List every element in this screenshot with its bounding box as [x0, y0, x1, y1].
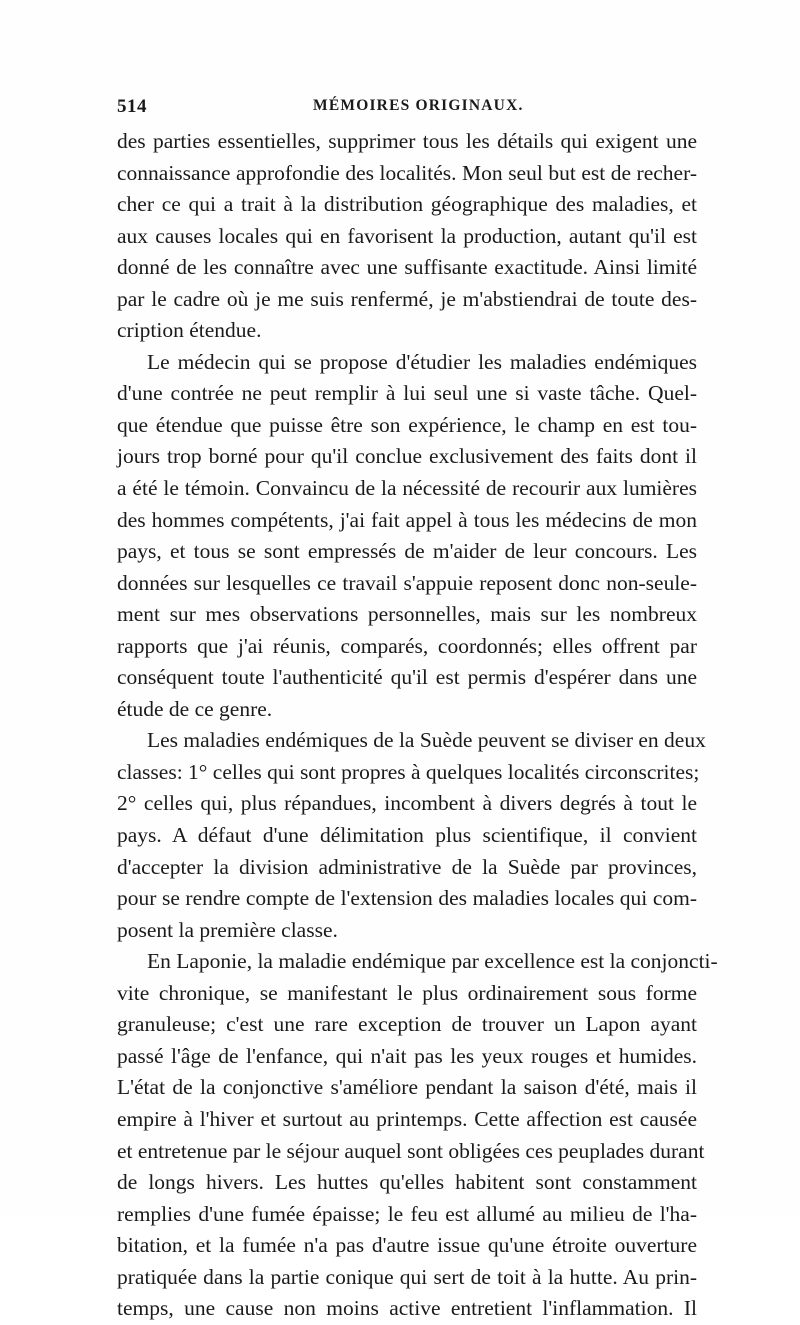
- text-line: granuleuse; c'est une rare exception de trouver un Lapon ayant: [117, 1012, 697, 1037]
- text-line: donné de les connaître avec une suffisante exactitude. Ainsi limité: [117, 255, 697, 280]
- text-line: données sur lesquelles ce travail s'appuie reposent donc non-seule-: [117, 570, 697, 595]
- text-line: a été le témoin. Convaincu de la nécessité de recourir aux lumières: [117, 476, 697, 501]
- text-line: 2° celles qui, plus répandues, incombent à divers degrés à tout le: [117, 791, 697, 816]
- paragraph: [117, 126, 697, 347]
- text-line: posent la première classe.: [117, 917, 338, 942]
- paragraph: [117, 946, 718, 1325]
- text-line: que étendue que puisse être son expérience, le champ en est tou-: [117, 412, 697, 437]
- text-line: temps, une cause non moins active entretient l'inflammation. Il: [117, 1296, 697, 1321]
- text-line: ment sur mes observations personnelles, mais sur les nombreux: [117, 602, 697, 627]
- text-line: pays, et tous se sont empressés de m'aider de leur concours. Les: [117, 539, 697, 564]
- text-line: des parties essentielles, supprimer tous les détails qui exigent une: [117, 129, 697, 153]
- paragraph: [117, 347, 697, 726]
- text-line: cription étendue.: [117, 318, 262, 343]
- text-line: conséquent toute l'authenticité qu'il est permis d'espérer dans une: [117, 665, 697, 690]
- text-line: pratiquée dans la partie conique qui sert de toit à la hutte. Au prin-: [117, 1264, 697, 1289]
- page-header: [117, 96, 697, 122]
- text-line: En Laponie, la maladie endémique par excellence est la conjoncti-: [147, 949, 718, 974]
- text-line: vite chronique, se manifestant le plus ordinairement sous forme: [117, 980, 697, 1005]
- text-line: d'accepter la division administrative de la Suède par provinces,: [117, 854, 697, 879]
- text-line: Le médecin qui se propose d'étudier les maladies endémiques: [147, 349, 697, 374]
- text-line: par le cadre où je me suis renfermé, je m'abstiendrai de toute des-: [117, 286, 697, 311]
- body-text: [117, 126, 718, 1325]
- text-line: remplies d'une fumée épaisse; le feu est allumé au milieu de l'ha-: [117, 1201, 697, 1226]
- text-line: de longs hivers. Les huttes qu'elles habitent sont constamment: [117, 1170, 697, 1195]
- text-line: empire à l'hiver et surtout au printemps. Cette affection est causée: [117, 1106, 697, 1131]
- text-line: passé l'âge de l'enfance, qui n'ait pas les yeux rouges et humides.: [117, 1043, 697, 1068]
- text-line: connaissance approfondie des localités. Mon seul but est de recher-: [117, 160, 697, 185]
- text-line: bitation, et la fumée n'a pas d'autre issue qu'une étroite ouverture: [117, 1233, 697, 1258]
- text-line: rapports que j'ai réunis, comparés, coordonnés; elles offrent par: [117, 633, 697, 658]
- text-line: pour se rendre compte de l'extension des maladies locales qui com-: [117, 886, 697, 911]
- text-line: classes: 1° celles qui sont propres à quelques localités circonscrites;: [117, 759, 700, 784]
- text-line: pays. A défaut d'une délimitation plus scientifique, il convient: [117, 823, 697, 848]
- text-line: Les maladies endémiques de la Suède peuvent se diviser en deux: [147, 728, 706, 753]
- text-line: cher ce qui a trait à la distribution géographique des maladies, et: [117, 192, 697, 217]
- text-line: d'une contrée ne peut remplir à lui seul une si vaste tâche. Quel-: [117, 381, 697, 406]
- text-line: étude de ce genre.: [117, 696, 273, 721]
- paragraph: [117, 725, 706, 946]
- running-title: MÉMOIRES ORIGINAUX.: [313, 97, 524, 114]
- text-line: L'état de la conjonctive s'améliore pendant la saison d'été, mais il: [117, 1075, 697, 1100]
- text-line: jours trop borné pour qu'il conclue exclusivement des faits dont il: [117, 444, 697, 469]
- text-line: aux causes locales qui en favorisent la production, autant qu'il est: [117, 223, 697, 248]
- text-line: et entretenue par le séjour auquel sont obligées ces peuplades durant: [117, 1138, 705, 1163]
- text-line: des hommes compétents, j'ai fait appel à tous les médecins de mon: [117, 507, 697, 532]
- page-number: 514: [117, 96, 147, 117]
